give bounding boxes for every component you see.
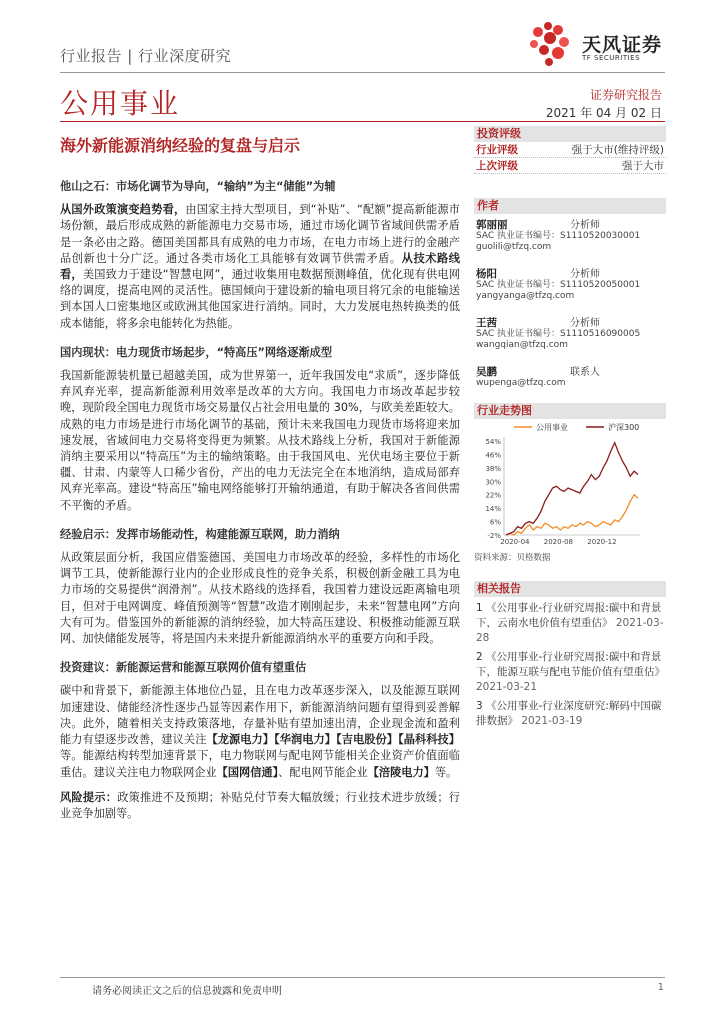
y-tick-label: 54%: [485, 438, 501, 446]
report-category: 行业报告 | 行业深度研究: [60, 47, 232, 65]
series-line: [506, 495, 638, 535]
risk-paragraph: 风险提示：政策推进不及预期；补贴兑付节奏大幅放缓；行业技术进步放缓；行业竞争加剧等。: [60, 790, 460, 820]
legend-label: 公用事业: [536, 423, 568, 432]
report-type: 证券研究报告: [589, 88, 662, 102]
related-report[interactable]: 3 《公用事业-行业深度研究:解码中国碳排数据》 2021-03-19: [476, 700, 662, 727]
paragraph-4: 碳中和背景下，新能源主体地位凸显，且在电力改革逐步深入，以及能源互联网加速建设、储能经济性逐步凸显等因素作用下，新能源消纳问题有望得到妥善解决。此外，随着相关支持政策落地，存量补贴有望加速出清，企业现金流和盈利能力有望逐步改善，建议关注【龙源电力】【华润电力】【吉电股份】【晶科科技】等。能源结构转型加速背景下，电力物联网与配电网节能相关企业资产价值面临重估。建议关注电力物联网企业【国网信通】、配电网节能企业【涪陵电力】等。: [60, 684, 460, 779]
author-email[interactable]: guolili@tfzq.com: [476, 242, 552, 252]
footer-divider: [60, 977, 665, 978]
header-divider: [60, 72, 665, 73]
trend-chart-svg: [474, 419, 666, 549]
legend-label: 沪深300: [608, 423, 640, 432]
footer-disclaimer: 请务必阅读正文之后的信息披露和免责申明: [92, 986, 282, 997]
x-tick-label: 2020-12: [587, 538, 617, 546]
section-divider: [60, 121, 665, 122]
y-tick-label: 30%: [485, 478, 501, 487]
related-heading: 相关报告: [474, 581, 666, 597]
author-card: 吴鹏 联系人 wupenga@tfzq.com: [474, 365, 666, 403]
tf-logo-icon: [522, 20, 578, 70]
author-email[interactable]: wangqian@tfzq.com: [476, 340, 568, 350]
chart-source: 资料来源：贝格数据: [474, 553, 551, 563]
related-report[interactable]: 1 《公用事业-行业研究周报:碳中和背景下，云南水电价值有望重估》 2021-03-28: [476, 602, 664, 644]
sector-title: 公用事业: [60, 87, 181, 120]
author-card: 杨阳 分析师 SAC 执业证书编号：S1110520050001 yangyanga@tfzq.com: [474, 267, 666, 316]
author-email[interactable]: wupenga@tfzq.com: [476, 378, 566, 388]
paragraph-1: 从国外政策演变趋势看，由国家主持大型项目，到“补贴”、“配额”提高新能源市场份额，最后形成成熟的新能源电力交易市场，通过市场化调节省域间供需矛盾是一条必由之路。德国美国都具有成熟的电力市场，在电力市场上进行的金融产品创新也十分广泛。通过各类市场化工具能够有效调节供需矛盾。从技术路线看，美国致力于建设“智慧电网”，通过收集用电数据预测峰值，优化现有供电网络的调度，提高电网的灵活性。德国倾向于建设新的输电项目将冗余的电能输送到本国人口密集地区或欧洲其他国家进行消纳。同时，大力发展电热转换类的低成本储能，将多余电能转化为热能。: [60, 203, 460, 330]
section-heading-1: 他山之石：市场化调节为导向，“输纳”为主“储能”为辅: [60, 180, 336, 193]
section-heading-2: 国内现状：电力现货市场起步，“特高压”网络逐渐成型: [60, 345, 333, 359]
report-date: 2021 年 04 月 02 日: [545, 106, 662, 120]
brand-name: 天风证券: [582, 34, 663, 56]
trend-chart: [474, 419, 666, 549]
main-body: [60, 175, 460, 822]
y-tick-label: -2%: [487, 532, 501, 540]
paragraph-3: 从政策层面分析，我国应借鉴德国、美国电力市场改革的经验，多样性的市场化调节工具，使新能源行业内的企业形成良性的竞争关系，积极创新金融工具为电力市场的交易提供“润滑剂”。从技术路线的选择看，我国着力建设远距离输电项目，但对于电网调度、峰值预测等“智慧”改造才刚刚起步，未来“智慧电网”方向大有可为。借鉴国外的新能源的消纳经验，加大特高压建设、积极推动能源互联网、加快储能发展等，将是国内未来提升新能源消纳水平的重要方向和手段。: [60, 551, 460, 646]
prev-rating-row: 上次评级 强于大市: [476, 160, 664, 172]
trend-heading: 行业走势图: [474, 403, 666, 419]
paragraph-2: 我国新能源装机量已超越美国，成为世界第一，近年我国发电“求质”，逐步降低弃风弃光率，提高新能源利用效率是改革的大方向。我国电力市场改革起步较晚，现阶段全国电力现货市场交易量仅占社会用电量的 30%，与欧美差距较大。成熟的电力市场是进行市场化调节的基础，预计未来我国电力现货市场将迎来加速发展，省域间电力交易将变得更为频繁。从技术路线上分析，我国对于新能源消纳主要采用以“特高压”为主的输纳策略。由于我国风电、光伏电场主要位于新疆、甘肃、内蒙等人口稀少省份，产出的电力无法完全在本地消纳，造成局部弃风弃光率高。建设“特高压”输电网络能够打开输纳通道，有助于解决各省间供需不平衡的矛盾。: [60, 369, 460, 512]
related-report[interactable]: 2 《公用事业-行业研究周报:碳中和背景下，能源互联与配电节能价值有望重估》 2021-03-21: [476, 651, 665, 693]
page-number: 1: [657, 982, 664, 993]
rating-row: 行业评级 强于大市(维持评级): [476, 144, 664, 156]
y-tick-label: 6%: [489, 518, 501, 527]
section-heading-3: 经验启示：发挥市场能动性，构建能源互联网，助力消纳: [60, 527, 340, 541]
report-title: 海外新能源消纳经验的复盘与启示: [60, 136, 301, 155]
y-tick-label: 38%: [485, 464, 501, 473]
y-tick-label: 46%: [485, 451, 501, 460]
authors-heading: 作者: [474, 198, 666, 214]
x-tick-label: 2020-04: [500, 538, 530, 546]
rating-heading: 投资评级: [474, 126, 666, 142]
y-tick-label: 14%: [485, 505, 501, 514]
author-card: 王茜 分析师 SAC 执业证书编号：S1110516090005 wangqian@tfzq.com: [474, 316, 666, 365]
author-card: 郭丽丽 分析师 SAC 执业证书编号：S1110520030001 guolili@tfzq.com: [474, 218, 666, 267]
sidebar: [474, 126, 666, 733]
brand-name-en: TF SECURITIES: [582, 54, 641, 62]
x-tick-label: 2020-08: [543, 538, 574, 546]
section-heading-4: 投资建议：新能源运营和能源互联网价值有望重估: [60, 661, 307, 675]
y-tick-label: 22%: [485, 491, 501, 500]
author-email[interactable]: yangyanga@tfzq.com: [476, 291, 575, 301]
